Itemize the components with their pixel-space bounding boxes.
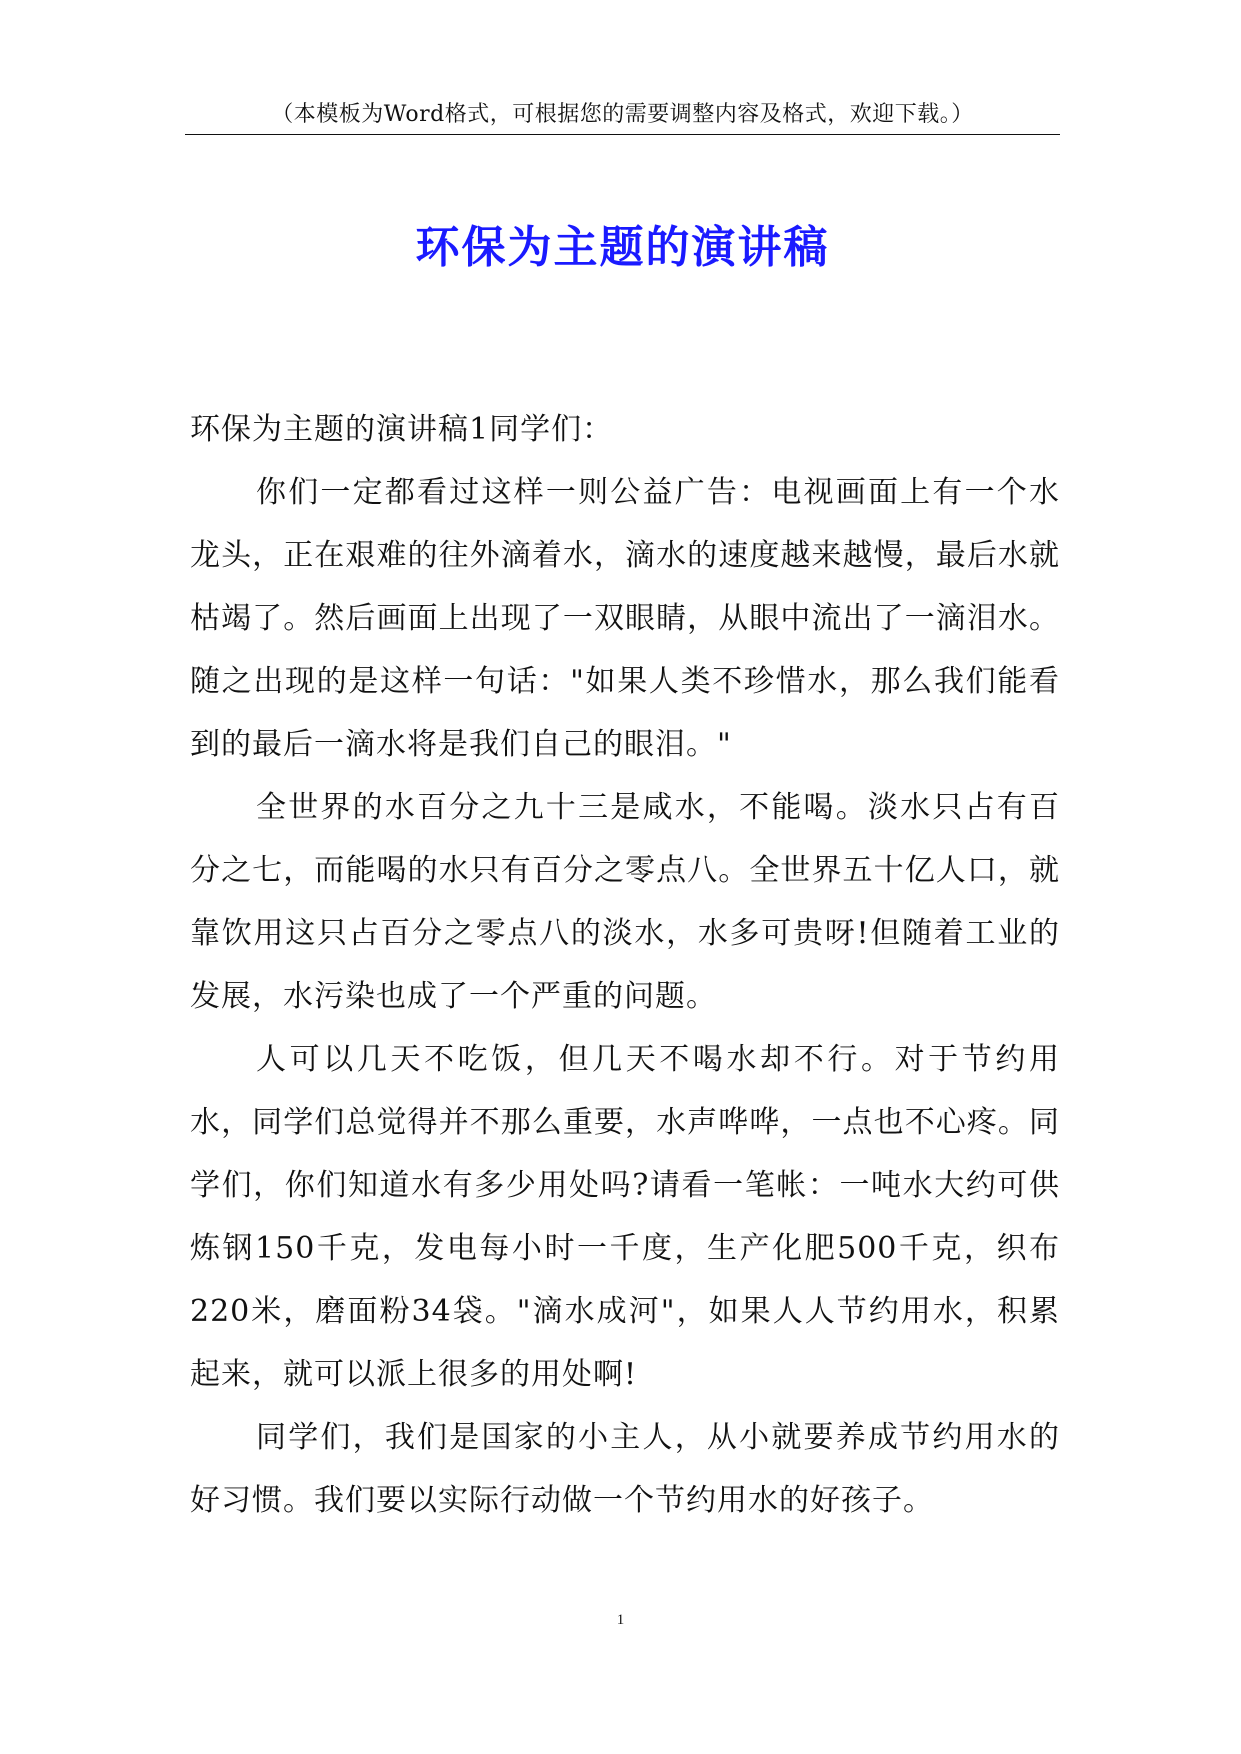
paragraph: 你们一定都看过这样一则公益广告：电视画面上有一个水龙头，正在艰难的往外滴着水，滴水的速度越来越慢，最后水就枯竭了。然后画面上出现了一双眼睛，从眼中流出了一滴泪水。随之出现的是这样一句话："如果人类不珍惜水，那么我们能看到的最后一滴水将是我们自己的眼泪。" [190, 475, 1060, 762]
paragraph-heading: 环保为主题的演讲稿1同学们： [190, 412, 614, 447]
template-notice: （本模板为Word格式，可根据您的需要调整内容及格式，欢迎下载。） [271, 102, 974, 127]
paragraph: 全世界的水百分之九十三是咸水，不能喝。淡水只占有百分之七，而能喝的水只有百分之零点八。全世界五十亿人口，就靠饮用这只占百分之零点八的淡水，水多可贵呀!但随着工业的发展，水污染也成了一个严重的问题。 [190, 790, 1060, 1014]
paragraph: 同学们，我们是国家的小主人，从小就要养成节约用水的好习惯。我们要以实际行动做一个节约用水的好孩子。 [190, 1420, 1060, 1518]
header-divider [185, 134, 1060, 135]
paragraph: 人可以几天不吃饭，但几天不喝水却不行。对于节约用水，同学们总觉得并不那么重要，水声哗哗，一点也不心疼。同学们，你们知道水有多少用处吗?请看一笔帐：一吨水大约可供炼钢150千克，发电每小时一千度，生产化肥500千克，织布220米，磨面粉34袋。"滴水成河"，如果人人节约用水，积累起来，就可以派上很多的用处啊! [190, 1042, 1060, 1392]
page-number: 1 [616, 1612, 625, 1628]
document-title: 环保为主题的演讲稿 [415, 222, 830, 273]
document-body [190, 398, 1060, 1532]
